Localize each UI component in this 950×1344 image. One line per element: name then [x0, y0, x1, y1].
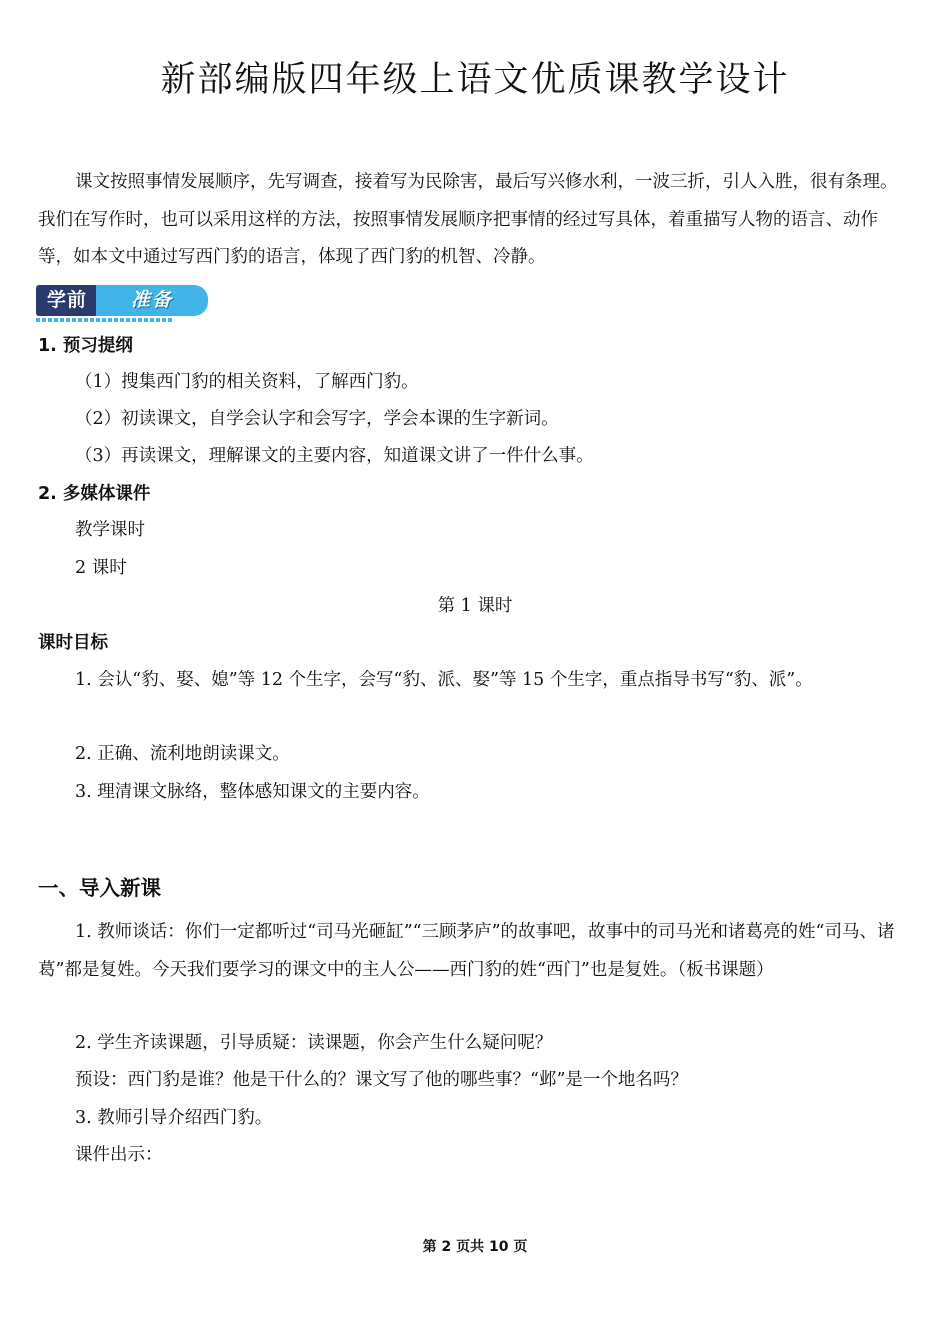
banner-stripe: [36, 318, 172, 322]
media-heading: 2. 多媒体课件: [38, 484, 151, 504]
section-heading: 一、导入新课: [38, 876, 161, 900]
banner-left-label: 学前: [36, 285, 98, 316]
goal-item: 1. 会认“豹、娶、媳”等 12 个生字，会写“豹、派、娶”等 15 个生字，重点指导书写“豹、派”。: [75, 670, 813, 690]
preview-item: （1）搜集西门豹的相关资料，了解西门豹。: [75, 372, 419, 392]
section-paragraph: 1. 教师谈话：你们一定都听过“司马光砸缸”“三顾茅庐”的故事吧，故事中的司马光和诸葛亮的姓“司马、诸葛”都是复姓。今天我们要学习的课文中的主人公——西门豹的姓“西门”也是复姓。（板书课题）: [38, 922, 895, 980]
banner-right-label: 准备: [96, 285, 208, 316]
intro-paragraph: 课文按照事情发展顺序，先写调查，接着写为民除害，最后写兴修水利，一波三折，引人入胜，很有条理。我们在写作时，也可以采用这样的方法，按照事情发展顺序把事情的经过写具体，着重描写人物的语言、动作等，如本文中通过写西门豹的语言，体现了西门豹的机智、冷静。: [38, 172, 898, 267]
goal-item: 3. 理清课文脉络，整体感知课文的主要内容。: [75, 782, 430, 802]
section-banner: [36, 285, 172, 322]
preview-item: （2）初读课文，自学会认字和会写字，学会本课的生字新词。: [75, 409, 559, 429]
section-line: 课件出示：: [75, 1145, 163, 1165]
goals-heading: 课时目标: [38, 633, 108, 653]
page-footer: 第 2 页共 10 页: [422, 1239, 528, 1255]
section-line: 预设：西门豹是谁？他是干什么的？课文写了他的哪些事？“邺”是一个地名吗？: [75, 1070, 688, 1090]
page-title: 新部编版四年级上语文优质课教学设计: [160, 60, 790, 100]
lesson-title: 第 1 课时: [437, 596, 513, 616]
media-line: 教学课时: [75, 520, 145, 540]
preview-heading: 1. 预习提纲: [38, 336, 133, 356]
preview-item: （3）再读课文，理解课文的主要内容，知道课文讲了一件什么事。: [75, 446, 594, 466]
goal-item: 2. 正确、流利地朗读课文。: [75, 744, 290, 764]
media-line: 2 课时: [75, 558, 127, 578]
section-line: 3. 教师引导介绍西门豹。: [75, 1108, 273, 1128]
section-line: 2. 学生齐读课题，引导质疑：读课题，你会产生什么疑问呢？: [75, 1033, 553, 1053]
